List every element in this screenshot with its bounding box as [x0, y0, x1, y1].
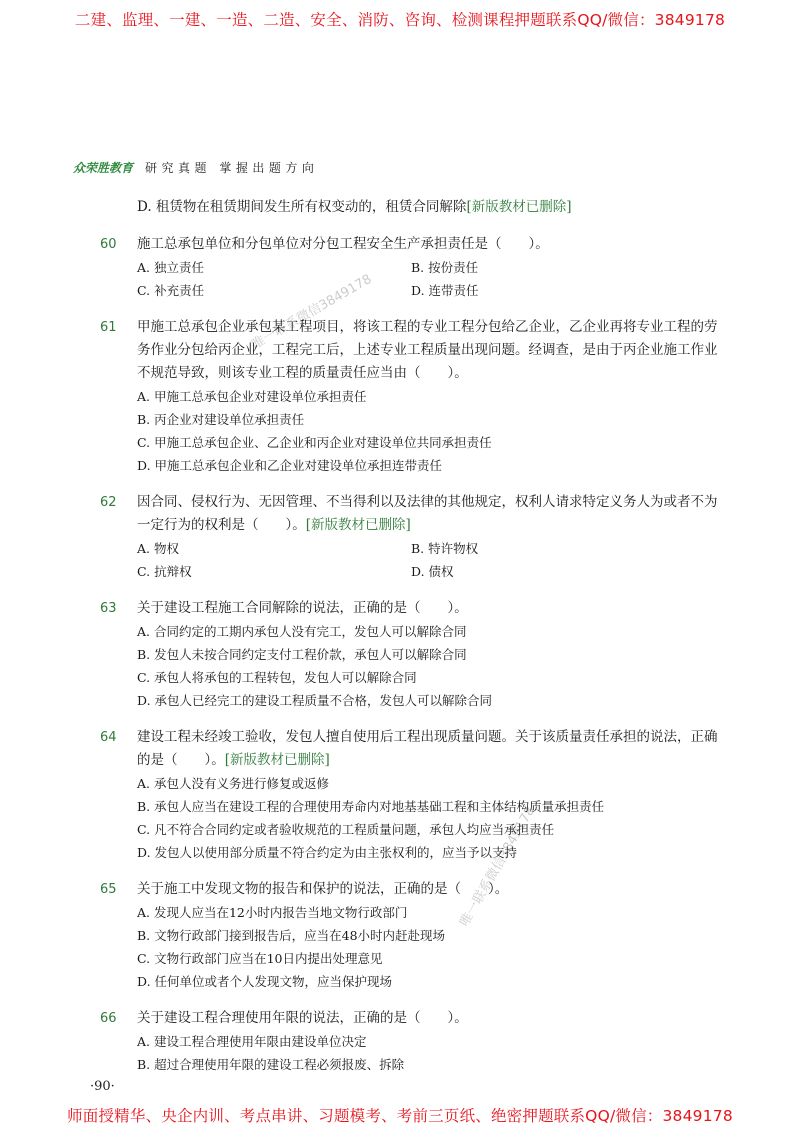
options [100, 537, 720, 583]
option-b: B. 丙企业对建设单位承担责任 [137, 412, 305, 427]
option-b: B. 按份责任 [411, 260, 479, 275]
option-b: B. 文物行政部门接到报告后，应当在48小时内赶赴现场 [137, 928, 446, 943]
option-a: A. 合同约定的工期内承包人没有完工，发包人可以解除合同 [137, 624, 467, 639]
option-d: D. 任何单位或者个人发现文物，应当保护现场 [137, 974, 393, 989]
watermark: 唯一联系微信3849178 [457, 804, 539, 930]
top-promo-banner: 二建、监理、一建、一造、二造、安全、消防、咨询、检测课程押题联系QQ/微信：3849178 [74, 11, 726, 29]
header-slogan: 研究真题 掌握出题方向 [145, 160, 319, 175]
question-60 [100, 233, 720, 302]
option-text: D. 租赁物在租赁期间发生所有权变动的，租赁合同解除 [137, 199, 467, 215]
option-b: B. 承包人应当在建设工程的合理使用寿命内对地基基础工程和主体结构质量承担责任 [137, 799, 605, 814]
deleted-tag: [新版教材已删除] [466, 199, 572, 215]
options [100, 1030, 720, 1076]
option-b: B. 发包人未按合同约定支付工程价款，承包人可以解除合同 [137, 647, 467, 662]
question-stem: 甲施工总承包企业承包某工程项目，将该工程的专业工程分包给乙企业，乙企业再将专业工程的劳务作业分包给丙企业，工程完工后，上述专业工程质量出现问题。经调查，是由于丙企业施工作业不规范导致，则该专业工程的质量责任应当由（ ）。 [137, 319, 718, 381]
option-b: B. 超过合理使用年限的建设工程必须报废、拆除 [137, 1057, 405, 1072]
publisher-logo: 众荣胜教育 [73, 160, 134, 175]
deleted-tag: [新版教材已删除] [305, 517, 411, 533]
page-number: ·90· [90, 1079, 115, 1094]
question-stem: 关于建设工程施工合同解除的说法，正确的是（ ）。 [137, 600, 468, 616]
question-list [100, 196, 720, 1076]
question-63 [100, 597, 720, 712]
options [100, 772, 720, 864]
question-number: 65 [100, 882, 117, 897]
question-number: 62 [100, 495, 117, 510]
option-d: D. 承包人已经完工的建设工程质量不合格，发包人可以解除合同 [137, 693, 493, 708]
question-number: 61 [100, 320, 117, 335]
option-d: D. 发包人以使用部分质量不符合约定为由主张权利的，应当予以支持 [137, 845, 518, 860]
option-b: B. 特许物权 [411, 541, 479, 556]
option-d: D. 连带责任 [411, 283, 479, 298]
watermark: 唯一联系微信3849178 [249, 271, 375, 353]
question-64 [100, 726, 720, 864]
question-62 [100, 491, 720, 583]
options [100, 385, 720, 477]
bottom-promo-banner: 师面授精华、央企内训、考点串讲、习题模考、考前三页纸、绝密押题联系QQ/微信：3849178 [67, 1107, 733, 1125]
options [100, 256, 720, 302]
option-a: A. 独立责任 [137, 260, 204, 275]
question-66 [100, 1007, 720, 1076]
option-a: A. 发现人应当在12小时内报告当地文物行政部门 [137, 905, 408, 920]
option-a: A. 建设工程合理使用年限由建设单位决定 [137, 1034, 367, 1049]
option-c: C. 凡不符合合同约定或者验收规范的工程质量问题，承包人均应当承担责任 [137, 822, 555, 837]
question-stem: 施工总承包单位和分包单位对分包工程安全生产承担责任是（ ）。 [137, 236, 549, 252]
question-number: 64 [100, 730, 117, 745]
option-d: D. 债权 [411, 564, 454, 579]
question-number: 63 [100, 601, 117, 616]
continued-option [100, 196, 720, 219]
question-65 [100, 878, 720, 993]
question-61 [100, 316, 720, 477]
stem-text: 建设工程未经竣工验收，发包人擅自使用后工程出现质量问题。关于该质量责任承担的说法，正确的是（ ）。 [137, 729, 718, 768]
option-a: A. 物权 [137, 541, 179, 556]
option-a: A. 承包人没有义务进行修复或返修 [137, 776, 329, 791]
question-stem [100, 726, 720, 772]
question-number: 60 [100, 237, 117, 252]
options [100, 620, 720, 712]
option-d: D. 甲施工总承包企业和乙企业对建设单位承担连带责任 [137, 458, 443, 473]
option-c: C. 补充责任 [137, 283, 205, 298]
option-c: C. 甲施工总承包企业、乙企业和丙企业对建设单位共同承担责任 [137, 435, 492, 450]
question-stem [100, 491, 720, 537]
option-a: A. 甲施工总承包企业对建设单位承担责任 [137, 389, 367, 404]
question-number: 66 [100, 1011, 117, 1026]
page-header [73, 157, 318, 177]
deleted-tag: [新版教材已删除] [224, 752, 330, 768]
question-stem: 关于建设工程合理使用年限的说法，正确的是（ ）。 [137, 1010, 468, 1026]
options [100, 901, 720, 993]
stem-text: 因合同、侵权行为、无因管理、不当得利以及法律的其他规定，权利人请求特定义务人为或者不为一定行为的权利是（ ）。 [137, 494, 718, 533]
question-stem: 关于施工中发现文物的报告和保护的说法，正确的是（ ）。 [137, 881, 509, 897]
option-c: C. 抗辩权 [137, 564, 192, 579]
option-c: C. 文物行政部门应当在10日内提出处理意见 [137, 951, 383, 966]
option-c: C. 承包人将承包的工程转包，发包人可以解除合同 [137, 670, 417, 685]
